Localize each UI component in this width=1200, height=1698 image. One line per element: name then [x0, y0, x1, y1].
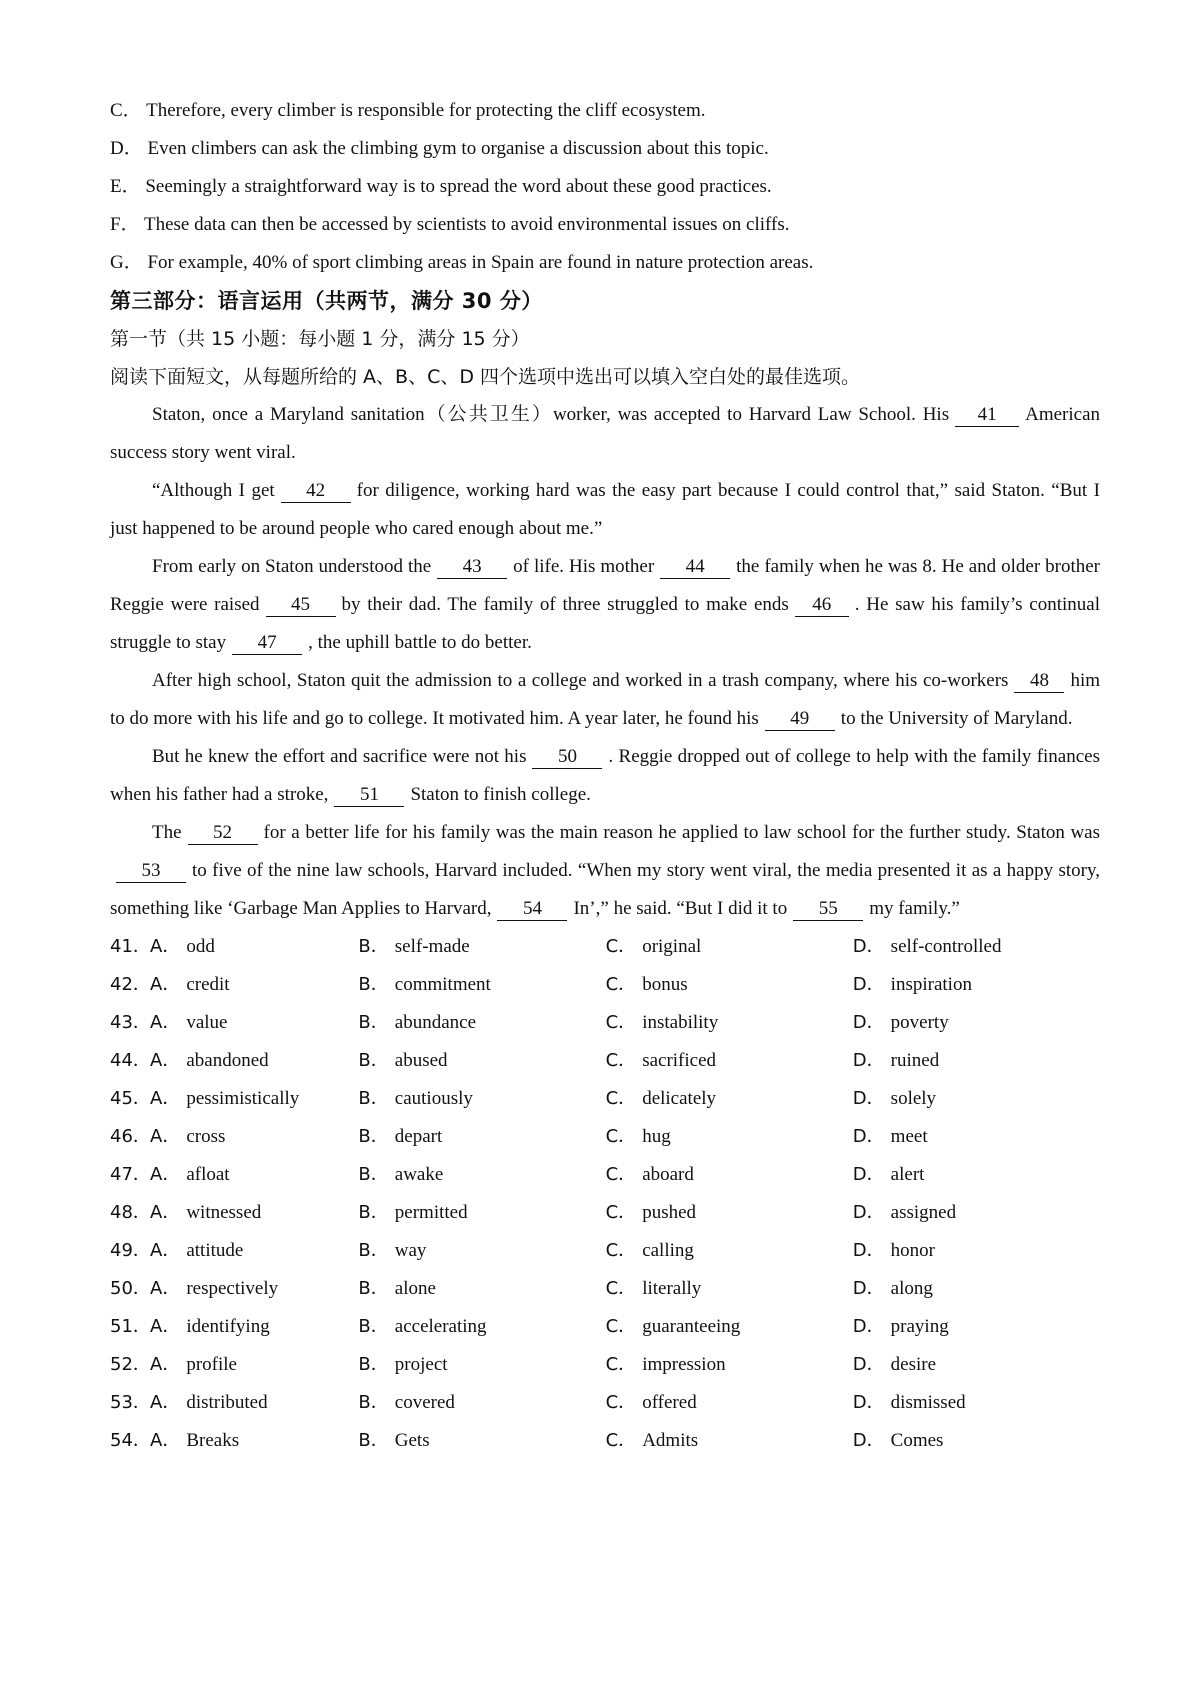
- blank-55: 55: [793, 898, 863, 921]
- option-letter: B．: [358, 1316, 389, 1337]
- question-row: [110, 1346, 1100, 1384]
- option-letter: A．: [150, 1012, 181, 1033]
- option-letter: C．: [605, 1164, 637, 1185]
- option-text: literally: [642, 1278, 702, 1299]
- option-letter: B．: [358, 1392, 389, 1413]
- option-d[interactable]: [853, 1384, 1100, 1422]
- option-text: sacrificed: [642, 1050, 717, 1071]
- option-text: alert: [890, 1164, 925, 1185]
- question-number: 48．: [110, 1202, 151, 1223]
- option-letter: A．: [150, 1088, 181, 1109]
- question-number: 49．: [110, 1240, 151, 1261]
- option-letter: B．: [358, 1050, 389, 1071]
- option-d[interactable]: [853, 1270, 1100, 1308]
- question-row: [110, 1384, 1100, 1422]
- option-text: pushed: [642, 1202, 697, 1223]
- option-d[interactable]: [853, 1042, 1100, 1080]
- option-text: profile: [186, 1354, 237, 1375]
- option-b[interactable]: [358, 1156, 605, 1194]
- option-text: assigned: [890, 1202, 957, 1223]
- question-row: [110, 1118, 1100, 1156]
- option-letter: D．: [852, 1164, 885, 1185]
- option-b[interactable]: [358, 1118, 605, 1156]
- question-row: [110, 1232, 1100, 1270]
- option-letter: C．: [605, 1354, 637, 1375]
- option-a[interactable]: [150, 1270, 358, 1308]
- option-text: value: [186, 1012, 228, 1033]
- option-d[interactable]: [853, 1194, 1100, 1232]
- option-letter: C．: [605, 1012, 637, 1033]
- option-a[interactable]: [150, 966, 358, 1004]
- option-letter: A．: [150, 1050, 181, 1071]
- option-letter: B．: [358, 974, 389, 995]
- option-text: abandoned: [186, 1050, 269, 1071]
- option-letter: D．: [852, 1202, 885, 1223]
- choice-d: D． Even climbers can ask the climbing gym to organise a discussion about this topic.: [110, 138, 769, 159]
- blank-54: 54: [497, 898, 567, 921]
- blank-48: 48: [1014, 670, 1064, 693]
- subsection-title: 第一节（共 15 小题：每小题 1 分，满分 15 分）: [110, 328, 530, 350]
- blank-42: 42: [281, 480, 351, 503]
- question-number: 45．: [110, 1088, 151, 1109]
- option-c[interactable]: [606, 1194, 853, 1232]
- option-letter: C．: [605, 1050, 637, 1071]
- option-c[interactable]: [606, 1346, 853, 1384]
- option-b[interactable]: [358, 1232, 605, 1270]
- option-text: credit: [186, 974, 230, 995]
- choice-f: F． These data can then be accessed by scientists to avoid environmental issues on cliffs.: [110, 214, 790, 235]
- question-row: [110, 1270, 1100, 1308]
- option-text: solely: [890, 1088, 937, 1109]
- option-text: odd: [186, 936, 215, 957]
- option-d[interactable]: [853, 928, 1100, 966]
- option-a[interactable]: [150, 1042, 358, 1080]
- option-c[interactable]: [606, 966, 853, 1004]
- option-text: aboard: [642, 1164, 694, 1185]
- option-letter: D．: [852, 1240, 885, 1261]
- question-number: 53．: [110, 1392, 151, 1413]
- option-d[interactable]: [853, 966, 1100, 1004]
- choice-g: G． For example, 40% of sport climbing areas in Spain are found in nature protection areas.: [110, 252, 814, 273]
- option-a[interactable]: [150, 1232, 358, 1270]
- option-text: praying: [890, 1316, 949, 1337]
- option-d[interactable]: [853, 1118, 1100, 1156]
- option-letter: D．: [852, 1392, 885, 1413]
- question-number: 46．: [110, 1126, 151, 1147]
- option-c[interactable]: [606, 1232, 853, 1270]
- option-d[interactable]: [853, 1004, 1100, 1042]
- blank-49: 49: [765, 708, 835, 731]
- option-letter: A．: [150, 1316, 181, 1337]
- option-b[interactable]: [358, 1346, 605, 1384]
- option-text: pessimistically: [186, 1088, 300, 1109]
- choice-e: E． Seemingly a straightforward way is to spread the word about these good practices.: [110, 176, 772, 197]
- question-row: [110, 966, 1100, 1004]
- option-letter: A．: [150, 936, 181, 957]
- option-b[interactable]: [358, 928, 605, 966]
- option-a[interactable]: [150, 1080, 358, 1118]
- option-d[interactable]: [853, 1308, 1100, 1346]
- option-letter: A．: [150, 1278, 181, 1299]
- question-number: 44．: [110, 1050, 151, 1071]
- option-letter: C．: [605, 974, 637, 995]
- option-letter: C．: [605, 1088, 637, 1109]
- option-a[interactable]: [150, 1308, 358, 1346]
- option-letter: B．: [358, 1126, 389, 1147]
- option-letter: A．: [150, 1354, 181, 1375]
- question-number: 42．: [110, 974, 151, 995]
- passage-paragraph-5: But he knew the effort and sacrifice were not his 50 . Reggie dropped out of college to help with the family finances when his father had a stroke, 51 Staton to finish college.: [110, 746, 1100, 805]
- blank-43: 43: [437, 556, 507, 579]
- option-letter: A．: [150, 1430, 181, 1451]
- option-c[interactable]: [606, 1270, 853, 1308]
- question-options: [110, 928, 1100, 1460]
- option-letter: C．: [605, 1316, 637, 1337]
- option-letter: B．: [358, 1012, 389, 1033]
- option-text: permitted: [394, 1202, 468, 1223]
- instruction: 阅读下面短文，从每题所给的 A、B、C、D 四个选项中选出可以填入空白处的最佳选项。: [110, 366, 861, 388]
- option-text: commitment: [394, 974, 491, 995]
- question-row: [110, 1042, 1100, 1080]
- option-a[interactable]: [150, 1004, 358, 1042]
- option-text: depart: [394, 1126, 443, 1147]
- passage-paragraph-4: After high school, Staton quit the admission to a college and worked in a trash company, where his co-workers 48 him to do more with his life and go to college. It motivated him. A year later, he found his 49 to the University of Maryland.: [110, 670, 1100, 729]
- question-row: [110, 1308, 1100, 1346]
- option-a[interactable]: [150, 1422, 358, 1460]
- option-text: attitude: [186, 1240, 244, 1261]
- option-a[interactable]: [150, 1118, 358, 1156]
- option-text: offered: [642, 1392, 697, 1413]
- option-c[interactable]: [606, 1080, 853, 1118]
- option-text: cross: [186, 1126, 226, 1147]
- passage-paragraph-1: Staton, once a Maryland sanitation（公共卫生）worker, was accepted to Harvard Law School. His 41 American success story went viral.: [110, 404, 1100, 463]
- option-text: distributed: [186, 1392, 268, 1413]
- option-letter: B．: [358, 1240, 389, 1261]
- option-letter: C．: [605, 1202, 637, 1223]
- option-text: self-controlled: [890, 936, 1002, 957]
- option-c[interactable]: [606, 1422, 853, 1460]
- option-b[interactable]: [358, 1194, 605, 1232]
- blank-51: 51: [334, 784, 404, 807]
- option-b[interactable]: [358, 1004, 605, 1042]
- question-row: [110, 1422, 1100, 1460]
- question-row: [110, 1004, 1100, 1042]
- choice-c: C． Therefore, every climber is responsible for protecting the cliff ecosystem.: [110, 100, 706, 121]
- option-d[interactable]: [853, 1080, 1100, 1118]
- option-text: afloat: [186, 1164, 230, 1185]
- blank-45: 45: [266, 594, 336, 617]
- option-b[interactable]: [358, 1422, 605, 1460]
- option-b[interactable]: [358, 1308, 605, 1346]
- passage-paragraph-2: “Although I get 42 for diligence, working hard was the easy part because I could control that,” said Staton. “But I just happened to be around people who cared enough about me.”: [110, 480, 1100, 539]
- option-text: awake: [394, 1164, 444, 1185]
- option-letter: A．: [150, 1126, 181, 1147]
- option-text: abundance: [394, 1012, 477, 1033]
- option-c[interactable]: [606, 1384, 853, 1422]
- passage-paragraph-6: The 52 for a better life for his family was the main reason he applied to law school for the further study. Staton was53 to five of the nine law schools, Harvard included. “When my story went viral, the media presented it as a happy story, something like ‘Garbage Man Applies to Harvard, 54 In’,” he said. “But I did it to 55 my family.”: [110, 822, 1100, 919]
- option-a[interactable]: [150, 1384, 358, 1422]
- option-c[interactable]: [606, 1156, 853, 1194]
- option-c[interactable]: [606, 1308, 853, 1346]
- blank-47: 47: [232, 632, 302, 655]
- option-b[interactable]: [358, 966, 605, 1004]
- option-text: accelerating: [394, 1316, 487, 1337]
- option-text: witnessed: [186, 1202, 262, 1223]
- option-text: alone: [394, 1278, 436, 1299]
- section-title: 第三部分：语言运用（共两节，满分 30 分）: [110, 289, 543, 313]
- option-letter: D．: [852, 974, 885, 995]
- option-c[interactable]: [606, 1004, 853, 1042]
- option-a[interactable]: [150, 1194, 358, 1232]
- option-text: Gets: [394, 1430, 430, 1451]
- option-text: dismissed: [890, 1392, 966, 1413]
- previous-choices: [110, 92, 1100, 282]
- option-text: respectively: [186, 1278, 279, 1299]
- option-letter: C．: [605, 1392, 637, 1413]
- option-text: ruined: [890, 1050, 940, 1071]
- option-text: desire: [890, 1354, 937, 1375]
- option-letter: B．: [358, 1278, 389, 1299]
- option-letter: B．: [358, 1164, 389, 1185]
- option-letter: B．: [358, 1088, 389, 1109]
- option-text: project: [394, 1354, 448, 1375]
- option-text: calling: [642, 1240, 694, 1261]
- blank-52: 52: [188, 822, 258, 845]
- option-a[interactable]: [150, 1346, 358, 1384]
- option-letter: C．: [605, 1240, 637, 1261]
- option-text: abused: [394, 1050, 448, 1071]
- passage-paragraph-3: From early on Staton understood the 43 of life. His mother 44 the family when he was 8. He and older brother Reggie were raised 45 by their dad. The family of three struggled to make ends 46 . He saw his family’s continual struggle to stay 47 , the uphill battle to do better.: [110, 556, 1100, 653]
- option-d[interactable]: [853, 1422, 1100, 1460]
- question-number: 41．: [110, 936, 151, 957]
- option-d[interactable]: [853, 1232, 1100, 1270]
- question-number: 51．: [110, 1316, 151, 1337]
- option-text: way: [394, 1240, 427, 1261]
- blank-44: 44: [660, 556, 730, 579]
- blank-46: 46: [795, 594, 849, 617]
- option-d[interactable]: [853, 1156, 1100, 1194]
- question-number: 50．: [110, 1278, 151, 1299]
- option-text: honor: [890, 1240, 935, 1261]
- option-text: bonus: [642, 974, 688, 995]
- option-letter: A．: [150, 1202, 181, 1223]
- option-letter: D．: [852, 1316, 885, 1337]
- question-number: 43．: [110, 1012, 151, 1033]
- option-letter: A．: [150, 1392, 181, 1413]
- question-row: [110, 928, 1100, 966]
- option-text: Admits: [642, 1430, 699, 1451]
- option-text: Breaks: [186, 1430, 240, 1451]
- blank-41: 41: [955, 404, 1019, 427]
- option-d[interactable]: [853, 1346, 1100, 1384]
- option-text: impression: [642, 1354, 726, 1375]
- option-text: identifying: [186, 1316, 270, 1337]
- question-number: 47．: [110, 1164, 151, 1185]
- option-text: hug: [642, 1126, 671, 1147]
- question-number: 54．: [110, 1430, 151, 1451]
- option-text: poverty: [890, 1012, 949, 1033]
- option-letter: D．: [852, 1012, 885, 1033]
- option-letter: D．: [852, 1278, 885, 1299]
- option-letter: D．: [852, 1126, 885, 1147]
- option-text: instability: [642, 1012, 719, 1033]
- option-letter: D．: [852, 1354, 885, 1375]
- cloze-passage: [110, 396, 1100, 928]
- option-text: delicately: [642, 1088, 717, 1109]
- option-c[interactable]: [606, 1118, 853, 1156]
- blank-50: 50: [532, 746, 602, 769]
- option-text: Comes: [890, 1430, 944, 1451]
- option-letter: D．: [852, 1050, 885, 1071]
- option-a[interactable]: [150, 928, 358, 966]
- question-row: [110, 1194, 1100, 1232]
- option-letter: A．: [150, 974, 181, 995]
- option-text: along: [890, 1278, 933, 1299]
- option-text: meet: [890, 1126, 928, 1147]
- option-letter: A．: [150, 1240, 181, 1261]
- option-letter: D．: [852, 1088, 885, 1109]
- blank-53: 53: [116, 860, 186, 883]
- question-row: [110, 1080, 1100, 1118]
- option-letter: B．: [358, 1354, 389, 1375]
- option-text: cautiously: [394, 1088, 473, 1109]
- option-letter: C．: [605, 1430, 637, 1451]
- option-letter: A．: [150, 1164, 181, 1185]
- option-letter: B．: [358, 936, 389, 957]
- option-letter: C．: [605, 936, 637, 957]
- option-letter: D．: [852, 936, 885, 957]
- option-b[interactable]: [358, 1270, 605, 1308]
- option-text: guaranteeing: [642, 1316, 741, 1337]
- option-text: self-made: [394, 936, 470, 957]
- option-text: inspiration: [890, 974, 972, 995]
- question-row: [110, 1156, 1100, 1194]
- option-a[interactable]: [150, 1156, 358, 1194]
- option-b[interactable]: [358, 1384, 605, 1422]
- option-c[interactable]: [606, 928, 853, 966]
- option-c[interactable]: [606, 1042, 853, 1080]
- option-letter: D．: [852, 1430, 885, 1451]
- option-text: original: [642, 936, 702, 957]
- question-number: 52．: [110, 1354, 151, 1375]
- option-b[interactable]: [358, 1080, 605, 1118]
- option-letter: C．: [605, 1278, 637, 1299]
- option-b[interactable]: [358, 1042, 605, 1080]
- option-text: covered: [394, 1392, 455, 1413]
- option-letter: C．: [605, 1126, 637, 1147]
- option-letter: B．: [358, 1430, 389, 1451]
- option-letter: B．: [358, 1202, 389, 1223]
